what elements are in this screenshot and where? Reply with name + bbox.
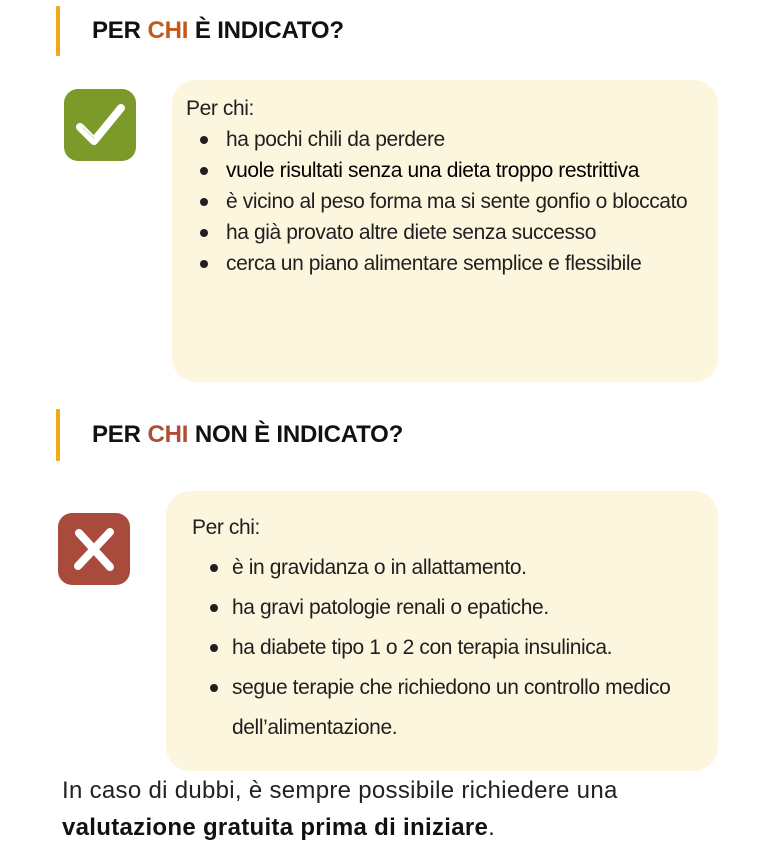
footer-note (62, 772, 732, 846)
list-item: ha diabete tipo 1 o 2 con terapia insulinica. (192, 628, 702, 668)
check-icon (72, 97, 128, 153)
card-intro: Per chi: (186, 97, 254, 120)
check-badge (64, 89, 136, 161)
list-item: segue terapie che richiedono un controllo medico dell’alimentazione. (192, 668, 702, 748)
footer-bold-text: valutazione gratuita prima di iniziare (62, 814, 489, 841)
cross-icon (66, 521, 122, 577)
footer-end: . (488, 814, 496, 841)
cross-badge (58, 513, 130, 585)
accent-bar (56, 6, 60, 56)
footer-regular-text: In caso di dubbi, è sempre possibile richiedere una (62, 777, 618, 804)
list-item: è in gravidanza o in allattamento. (192, 548, 702, 588)
heading-text: NON È INDICATO? (194, 421, 404, 448)
list-item: vuole risultati senza una dieta troppo restrittiva (186, 155, 702, 186)
heading-accent: CHI (147, 17, 189, 44)
heading-text: PER (92, 17, 141, 44)
not-indicated-card (166, 491, 718, 771)
section-yes-header (56, 6, 344, 56)
list-item: è vicino al peso forma ma si sente gonfio o bloccato (186, 186, 702, 217)
list-item: ha pochi chili da perdere (186, 124, 702, 155)
accent-bar (56, 409, 60, 461)
indicated-list (186, 124, 702, 279)
card-intro: Per chi: (192, 516, 260, 539)
heading-accent: CHI (147, 421, 189, 448)
indicated-card (172, 80, 718, 382)
section-no-heading (92, 421, 403, 449)
not-indicated-list (192, 548, 702, 748)
list-item: cerca un piano alimentare semplice e flessibile (186, 248, 702, 279)
list-item: ha gravi patologie renali o epatiche. (192, 588, 702, 628)
section-yes-heading (92, 17, 344, 45)
heading-text: È INDICATO? (194, 17, 344, 44)
heading-text: PER (92, 421, 141, 448)
list-item: ha già provato altre diete senza successo (186, 217, 702, 248)
section-no-header (56, 409, 403, 461)
